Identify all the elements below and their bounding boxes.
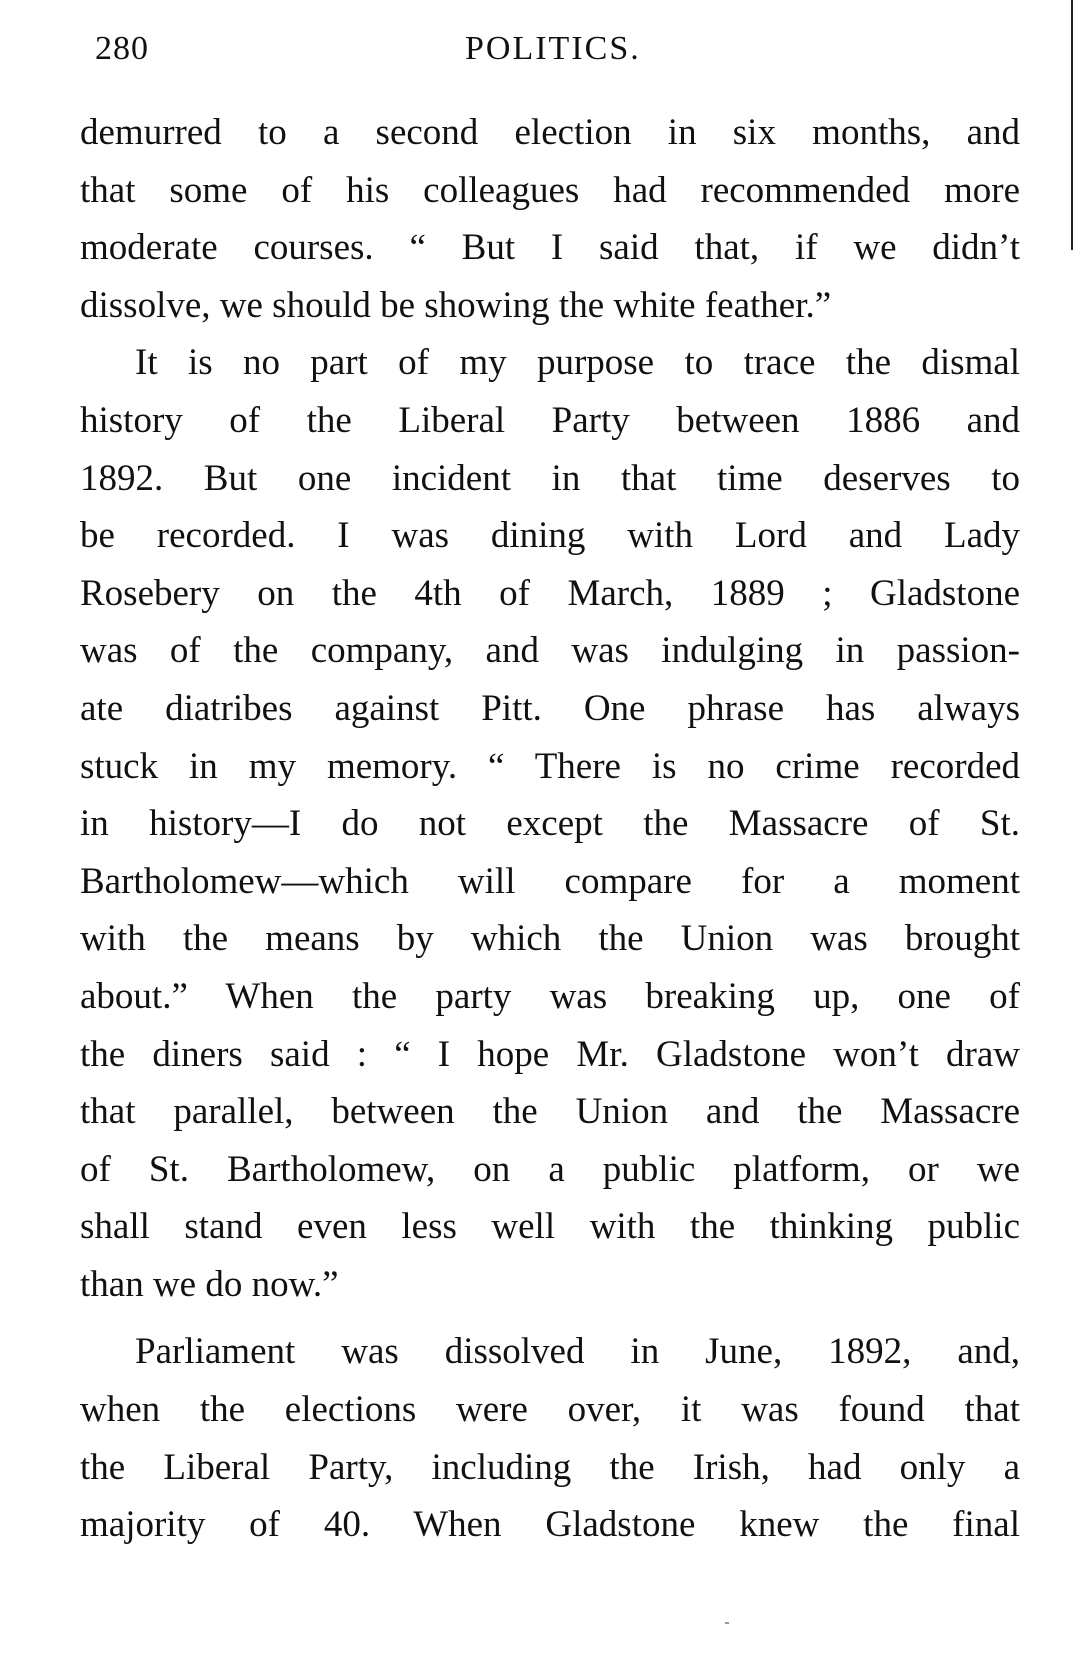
text-line: moderate courses. “ But I said that, if we didn’t [80,227,1020,269]
page-edge-line [1071,0,1073,250]
running-head: POLITICS. [465,30,641,67]
text-line: shall stand even less well with the thinking public [80,1206,1020,1248]
text-line: in history—I do not except the Massacre of St. [80,803,1020,845]
text-line: history of the Liberal Party between 1886 and [80,399,1020,441]
paragraph [80,334,1020,1313]
text-line: of St. Bartholomew, on a public platform, or we [80,1148,1020,1190]
text-line: Rosebery on the 4th of March, 1889 ; Gladstone [80,572,1020,614]
text-line: be recorded. I was dining with Lord and Lady [80,515,1020,557]
text-line: It is no part of my purpose to trace the dismal [135,342,1020,384]
text-line: ate diatribes against Pitt. One phrase has always [80,687,1020,729]
body-text [80,104,1020,1554]
text-line: than we do now.” [80,1263,339,1305]
text-line: that some of his colleagues had recommended more [80,169,1020,211]
text-line: that parallel, between the Union and the Massacre [80,1091,1020,1133]
page-header [95,30,1035,80]
paragraph [80,104,1020,334]
text-line: the Liberal Party, including the Irish, had only a [80,1446,1020,1488]
text-line: stuck in my memory. “ There is no crime recorded [80,745,1020,787]
text-line: demurred to a second election in six months, and [80,112,1020,153]
text-line: Bartholomew—which will compare for a moment [80,860,1020,902]
text-line: about.” When the party was breaking up, one of [80,975,1020,1017]
paragraph [80,1323,1020,1553]
text-line: majority of 40. When Gladstone knew the final [80,1504,1020,1546]
text-line: was of the company, and was indulging in passion- [80,630,1020,672]
text-line: when the elections were over, it was found that [80,1389,1020,1431]
text-line: Parliament was dissolved in June, 1892, and, [135,1331,1020,1373]
print-speck [725,1622,729,1624]
page-number: 280 [95,30,149,67]
text-line: with the means by which the Union was brought [80,918,1020,960]
text-line: 1892. But one incident in that time deserves to [80,457,1020,499]
text-line: dissolve, we should be showing the white feather.” [80,284,832,326]
text-line: the diners said : “ I hope Mr. Gladstone won’t draw [80,1033,1020,1075]
paragraph-gap [80,1313,1020,1323]
